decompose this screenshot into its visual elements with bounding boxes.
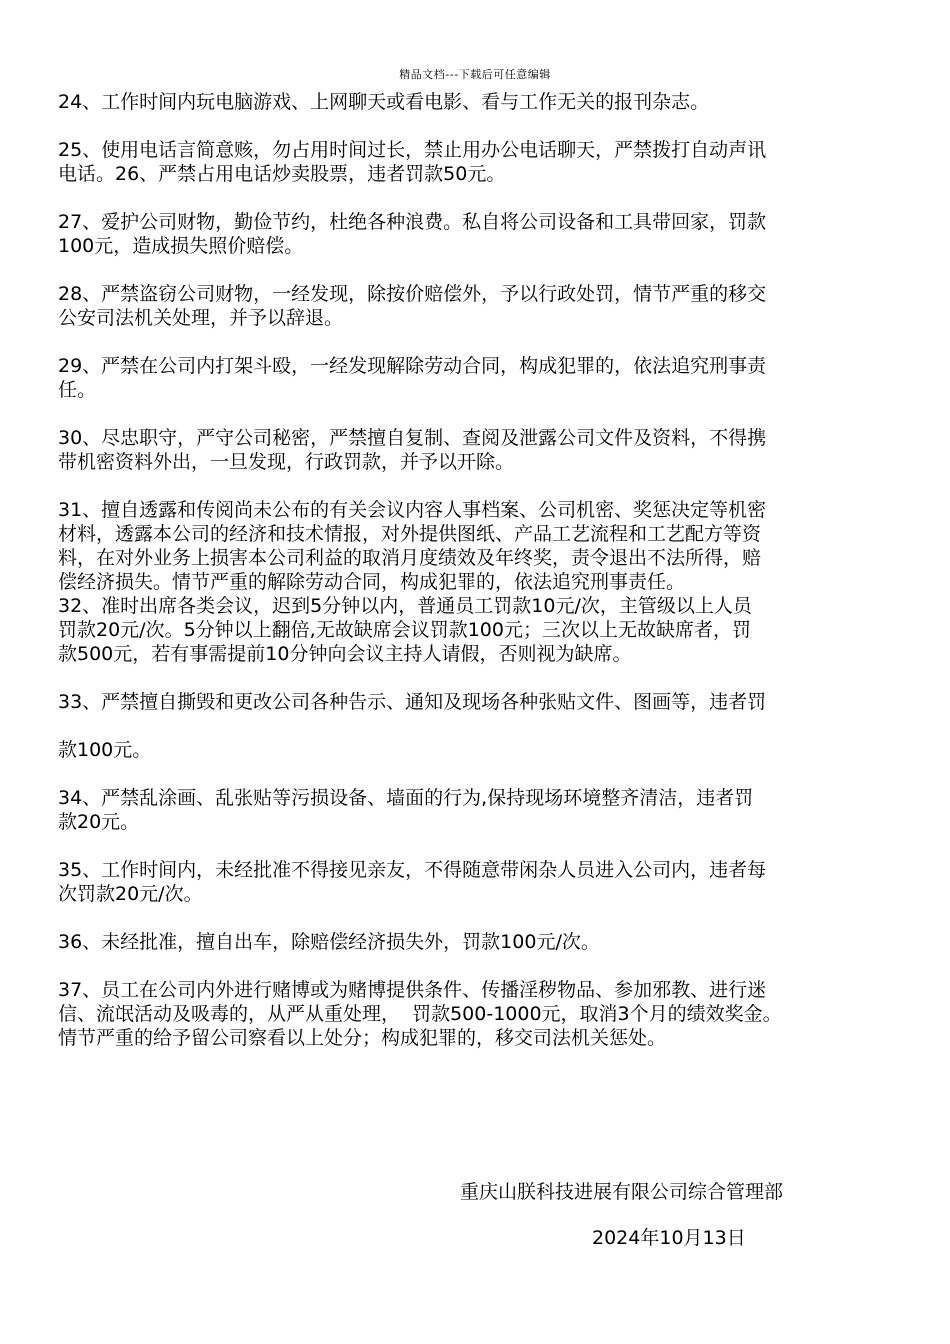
rule-24: 24、工作时间内玩电脑游戏、上网聊天或看电影、看与工作无关的报刊杂志。 — [58, 91, 710, 113]
signature-organization: 重庆山朕科技进展有限公司综合管理部 — [460, 1181, 784, 1203]
rule-33: 33、严禁擅自撕毁和更改公司各种告示、通知及现场各种张贴文件、图画等，违者罚 — [58, 691, 767, 713]
rule-29: 29、严禁在公司内打架斗殴，一经发现解除劳动合同，构成犯罪的，依法追究刑事责 任。 — [58, 355, 767, 401]
rule-27: 27、爱护公司财物，勤俭节约，杜绝各种浪费。私自将公司设备和工具带回家，罚款 100元，造成损失照价赔偿。 — [58, 211, 767, 257]
rule-36: 36、未经批准，擅自出车，除赔偿经济损失外，罚款100元/次。 — [58, 931, 600, 953]
document-body — [58, 90, 908, 1074]
rule-31: 31、擅自透露和传阅尚未公布的有关会议内容人事档案、公司机密、奖惩决定等机密 材料，透露本公司的经济和技术情报，对外提供图纸、产品工艺流程和工艺配方等资 料，在对外业务上损害本公司利益的取消月度绩效及年终奖，责令退出不法所得，赔 偿经济损失。情节严重的解除劳动合同，构成犯罪的，依法追究刑事责任。 — [58, 499, 767, 593]
signature-date: 2024年10月13日 — [592, 1227, 746, 1249]
rule-25-26: 25、使用电话言简意赅，勿占用时间过长，禁止用办公电话聊天，严禁拨打自动声讯 电话。26、严禁占用电话炒卖股票，违者罚款50元。 — [58, 139, 767, 185]
rule-34: 34、严禁乱涂画、乱张贴等污损设备、墙面的行为,保持现场环境整齐清洁，违者罚 款20元。 — [58, 787, 754, 833]
rule-37: 37、员工在公司内外进行赌博或为赌博提供条件、传播淫秽物品、参加邪教、进行迷 信、流氓活动及吸毒的，从严从重处理， 罚款500-1000元，取消3个月的绩效奖金。 情节严重的给予留公司察看以上处分；构成犯罪的，移交司法机关惩处。 — [58, 979, 782, 1049]
page-header: 精品文档---下载后可任意编辑 — [399, 68, 551, 81]
rule-33-continued: 款100元。 — [58, 739, 152, 761]
rule-30: 30、尽忠职守，严守公司秘密，严禁擅自复制、查阅及泄露公司文件及资料，不得携 带机密资料外出，一旦发现，行政罚款，并予以开除。 — [58, 427, 767, 473]
rule-32: 32、准时出席各类会议，迟到5分钟以内，普通员工罚款10元/次，主管级以上人员 罚款20元/次。5分钟以上翻倍,无故缺席会议罚款100元；三次以上无故缺席者，罚 款500元，若有事需提前10分钟向会议主持人请假，否则视为缺席。 — [58, 595, 752, 665]
rule-35: 35、工作时间内，未经批准不得接见亲友，不得随意带闲杂人员进入公司内，违者每 次罚款20元/次。 — [58, 859, 767, 905]
rule-28: 28、严禁盗窃公司财物，一经发现，除按价赔偿外，予以行政处罚，情节严重的移交 公安司法机关处理，并予以辞退。 — [58, 283, 767, 329]
